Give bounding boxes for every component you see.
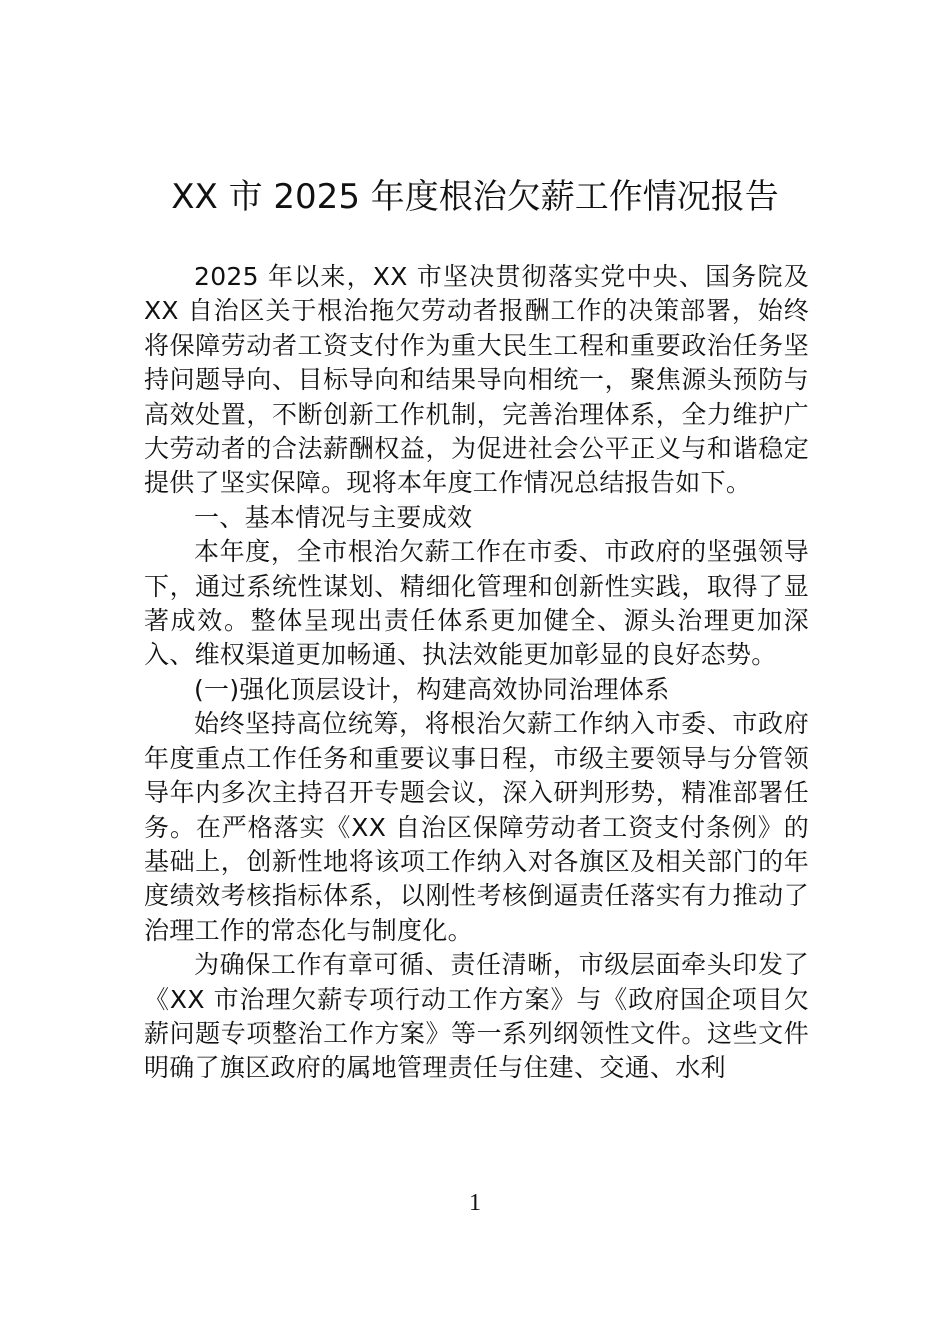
document-title: XX 市 2025 年度根治欠薪工作情况报告 (171, 177, 779, 217)
paragraph-documents: 为确保工作有章可循、责任清晰，市级层面牵头印发了《XX 市治理欠薪专项行动工作方案》与《政府国企项目欠薪问题专项整治工作方案》等一系列纲领性文件。这些文件明确了旗区政府的属地管理责任与住建、交通、水利 (144, 950, 809, 1083)
paragraph-intro: 2025 年以来，XX 市坚决贯彻落实党中央、国务院及XX 自治区关于根治拖欠劳动者报酬工作的决策部署，始终将保障劳动者工资支付作为重大民生工程和重要政治任务坚持问题导向、目标导向和结果导向相统一，聚焦源头预防与高效处置，不断创新工作机制，完善治理体系，全力维护广大劳动者的合法薪酬权益，为促进社会公平正义与和谐稳定提供了坚实保障。现将本年度工作情况总结报告如下。 (144, 262, 809, 498)
document-body (144, 260, 809, 1086)
section-heading-1: 一、基本情况与主要成效 (194, 502, 473, 532)
subsection-heading-1: (一)强化顶层设计，构建高效协同治理体系 (194, 674, 670, 704)
page-number: 1 (469, 1190, 481, 1216)
paragraph-top-design: 始终坚持高位统筹，将根治欠薪工作纳入市委、市政府年度重点工作任务和重要议事日程，市级主要领导与分管领导年内多次主持召开专题会议，深入研判形势，精准部署任务。在严格落实《XX 自治区保障劳动者工资支付条例》的基础上，创新性地将该项工作纳入对各旗区及相关部门的年度绩效考核指标体系，以刚性考核倒逼责任落实有力推动了治理工作的常态化与制度化。 (144, 709, 809, 945)
paragraph-overview: 本年度，全市根治欠薪工作在市委、市政府的坚强领导下，通过系统性谋划、精细化管理和创新性实践，取得了显著成效。整体呈现出责任体系更加健全、源头治理更加深入、维权渠道更加畅通、执法效能更加彰显的良好态势。 (144, 537, 809, 670)
